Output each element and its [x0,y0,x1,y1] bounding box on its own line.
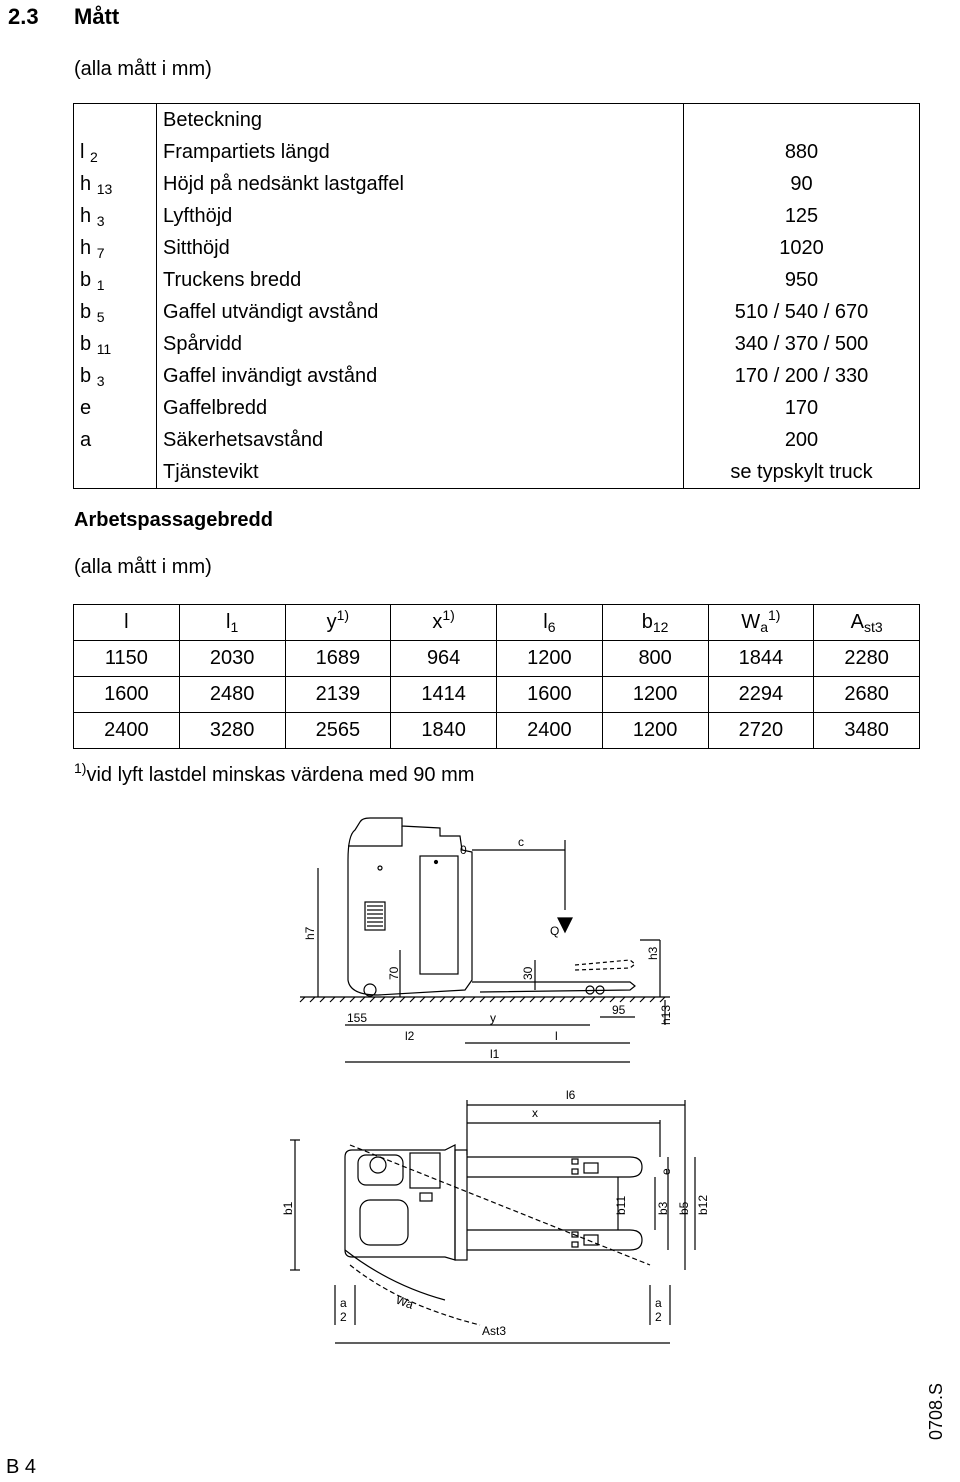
table-row [74,641,920,677]
aisle-cell: 2565 [285,713,391,749]
label-x: x [532,1106,538,1120]
spec-value: se typskylt truck [684,456,920,489]
label-2-right: 2 [655,1310,662,1324]
aisle-header-cell: $y^{1)}$ [285,605,391,641]
aisle-header-cell: $l_1$ [179,605,285,641]
table-row [74,424,920,456]
aisle-cell: 2400 [497,713,603,749]
label-Ast3: Ast3 [482,1324,507,1338]
aisle-header-cell: $b_{12}$ [602,605,708,641]
spec-symbol: b $_5$ [74,296,157,328]
table-row [74,200,920,232]
label-2-left: 2 [340,1310,347,1324]
label-y: y [490,1011,496,1025]
spec-value: 90 [684,168,920,200]
aisle-cell: 3480 [814,713,920,749]
label-h7: h7 [303,926,317,940]
table-row [74,296,920,328]
aisle-header-cell: $x^{1)}$ [391,605,497,641]
aisle-unit-note: (alla mått i mm) [74,556,212,578]
section-number: 2.3 [8,4,39,29]
spec-value: 1020 [684,232,920,264]
spec-value: 125 [684,200,920,232]
aisle-header-cell: $A_{st3}$ [814,605,920,641]
table-row [74,360,920,392]
aisle-cell: 1600 [497,677,603,713]
aisle-header-cell: $W_a^{1)}$ [708,605,814,641]
spec-symbol: h $_3$ [74,200,157,232]
spec-symbol: l $_2$ [74,136,157,168]
label-l1: l1 [490,1047,500,1061]
spec-header-value [684,104,920,137]
spec-table [73,103,920,489]
spec-value: 510 / 540 / 670 [684,296,920,328]
label-l6: l6 [566,1088,576,1102]
table-row [74,677,920,713]
label-70: 70 [387,966,401,980]
spec-symbol: a [74,424,157,456]
aisle-cell: 1414 [391,677,497,713]
label-a-right: a [655,1296,662,1310]
table-row [74,168,920,200]
aisle-cell: 2280 [814,641,920,677]
spec-description: Truckens bredd [157,264,684,296]
label-Wa: Wa [393,1292,416,1312]
label-155: 155 [347,1011,368,1025]
spec-description: Höjd på nedsänkt lastgaffel [157,168,684,200]
spec-value: 170 / 200 / 330 [684,360,920,392]
label-b1: b1 [281,1201,295,1215]
aisle-cell: 1600 [74,677,180,713]
label-95: 95 [612,1003,626,1017]
label-b5: b5 [677,1201,691,1215]
spec-symbol [74,456,157,489]
spec-header-label: Beteckning [157,104,684,137]
spec-symbol: b $_{11}$ [74,328,157,360]
spec-value: 340 / 370 / 500 [684,328,920,360]
aisle-cell: 2680 [814,677,920,713]
table-row [74,456,920,489]
aisle-header-cell: l [74,605,180,641]
spec-symbol: b $_3$ [74,360,157,392]
spec-value: 200 [684,424,920,456]
label-zero: 0 [460,843,467,857]
label-l2: l2 [405,1029,415,1043]
aisle-header-row [74,605,920,641]
table-row [74,232,920,264]
section-title: Mått [74,4,120,29]
label-e: e [659,1168,673,1175]
aisle-cell: 1689 [285,641,391,677]
aisle-cell: 1200 [497,641,603,677]
spec-symbol: h $_{13}$ [74,168,157,200]
aisle-cell: 964 [391,641,497,677]
table-row [74,328,920,360]
spec-description: Frampartiets längd [157,136,684,168]
aisle-cell: 1844 [708,641,814,677]
aisle-cell: 2480 [179,677,285,713]
spec-description: Lyfthöjd [157,200,684,232]
aisle-cell: 1200 [602,713,708,749]
label-c: c [518,835,524,849]
spec-value: 950 [684,264,920,296]
label-b3: b3 [656,1201,670,1215]
footnote [74,760,475,787]
unit-note: (alla mått i mm) [74,58,212,80]
aisle-cell: 2720 [708,713,814,749]
table-row [74,713,920,749]
table-row [74,392,920,424]
aisle-cell: 2139 [285,677,391,713]
spec-description: Tjänstevikt [157,456,684,489]
label-h3: h3 [646,946,660,960]
aisle-cell: 2400 [74,713,180,749]
aisle-cell: 800 [602,641,708,677]
aisle-cell: 2030 [179,641,285,677]
aisle-cell: 3280 [179,713,285,749]
spec-symbol: e [74,392,157,424]
spec-symbol: b $_1$ [74,264,157,296]
footnote-mark: 1) [74,760,87,776]
label-a-left: a [340,1296,347,1310]
label-l: l [555,1029,558,1043]
spec-symbol: h $_7$ [74,232,157,264]
spec-value: 880 [684,136,920,168]
top-view-drawing [270,1085,720,1350]
aisle-cell: 2294 [708,677,814,713]
footnote-text: vid lyft lastdel minskas värdena med 90 mm [86,764,475,786]
table-row [74,264,920,296]
spec-description: Gaffel utvändigt avstånd [157,296,684,328]
label-h13: h13 [659,1004,673,1025]
label-Q: Q [550,924,560,938]
spec-header-row [74,104,920,137]
aisle-table [73,604,920,749]
side-view-drawing [290,800,700,1070]
spec-description: Säkerhetsavstånd [157,424,684,456]
aisle-cell: 1150 [74,641,180,677]
spec-description: Spårvidd [157,328,684,360]
aisle-cell: 1200 [602,677,708,713]
label-b12: b12 [696,1194,710,1215]
spec-description: Gaffel invändigt avstånd [157,360,684,392]
document-number: 0708.S [926,1382,946,1440]
spec-description: Sitthöjd [157,232,684,264]
aisle-title: Arbetspassagebredd [74,509,273,531]
spec-value: 170 [684,392,920,424]
table-row [74,136,920,168]
label-b11: b11 [614,1195,628,1215]
page-number: B 4 [6,1456,37,1478]
aisle-cell: 1840 [391,713,497,749]
label-30: 30 [521,966,535,980]
spec-description: Gaffelbredd [157,392,684,424]
spec-header-sym [74,104,157,137]
aisle-header-cell: $l_6$ [497,605,603,641]
